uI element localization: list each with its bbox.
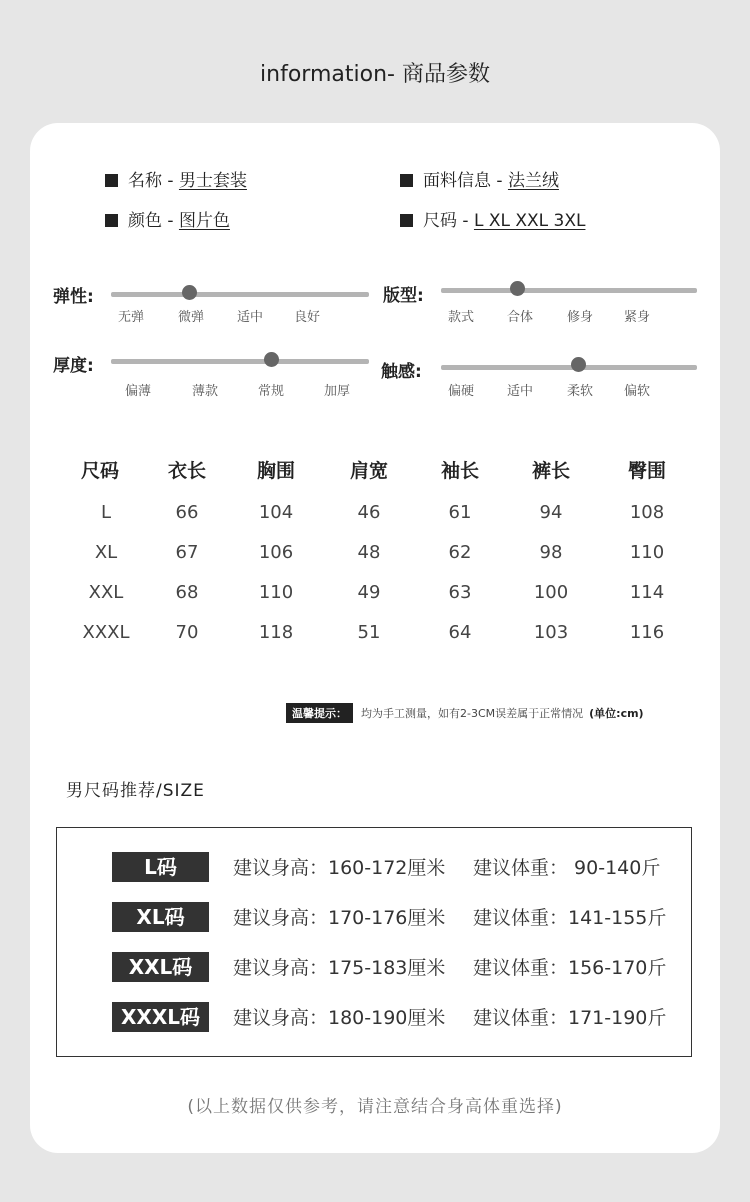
measurement-tip	[286, 702, 644, 723]
recommended-weight: 建议体重：171-190斤	[473, 1007, 667, 1029]
elasticity-option: 无弹	[117, 310, 145, 325]
table-cell: 114	[629, 582, 665, 603]
elasticity-option: 微弹	[177, 310, 205, 325]
elasticity-track	[111, 292, 369, 297]
recommended-weight: 建议体重：141-155斤	[473, 907, 667, 929]
table-cell: 104	[258, 502, 294, 523]
elasticity-option: 适中	[236, 310, 264, 325]
table-cell: 116	[629, 622, 665, 643]
elasticity-label: 弹性:	[53, 287, 94, 307]
recommended-weight: 建议体重：156-170斤	[473, 957, 667, 979]
square-bullet-icon	[105, 214, 118, 227]
feel-label: 触感:	[381, 362, 422, 382]
table-cell: 64	[448, 622, 472, 643]
fit-label: 版型:	[383, 286, 424, 306]
table-header: 裤长	[531, 460, 571, 482]
thickness-option: 常规	[257, 384, 285, 399]
table-cell: 70	[175, 622, 199, 643]
table-cell: 110	[258, 582, 294, 603]
info-name-value: 男士套装	[178, 171, 247, 191]
info-fabric-value: 法兰绒	[507, 171, 559, 191]
feel-track	[441, 365, 697, 370]
fit-track	[441, 288, 697, 293]
fit-option: 紧身	[623, 310, 651, 325]
table-header: 袖长	[440, 460, 480, 482]
info-fabric-label: 面料信息 -	[423, 171, 508, 191]
recommended-height: 建议身高：175-183厘米	[233, 957, 446, 979]
feel-option: 偏硬	[447, 384, 475, 399]
page-title: information- 商品参数	[260, 62, 490, 87]
tip-unit: (单位:cm)	[589, 707, 644, 720]
square-bullet-icon	[400, 214, 413, 227]
table-header: 衣长	[167, 460, 207, 482]
table-row	[51, 622, 691, 662]
table-cell: 108	[629, 502, 665, 523]
fit-option: 款式	[447, 310, 475, 325]
table-cell: 48	[357, 542, 381, 563]
recommended-height: 建议身高：170-176厘米	[233, 907, 446, 929]
tip-badge: 温馨提示：	[286, 703, 353, 723]
size-table	[51, 456, 691, 662]
table-cell: 61	[448, 502, 472, 523]
elasticity-option: 良好	[293, 310, 321, 325]
square-bullet-icon	[400, 174, 413, 187]
table-cell: L	[100, 502, 112, 523]
thickness-knob	[264, 352, 279, 367]
table-header: 尺码	[80, 460, 120, 482]
recommendation-title: 男尺码推荐/SIZE	[66, 781, 205, 801]
table-cell: 68	[175, 582, 199, 603]
table-row	[51, 542, 691, 582]
recommended-weight: 建议体重： 90-140斤	[473, 857, 661, 879]
square-bullet-icon	[105, 174, 118, 187]
feel-option: 偏软	[623, 384, 651, 399]
thickness-track	[111, 359, 369, 364]
table-cell: 100	[533, 582, 569, 603]
info-size-value: L XL XXL 3XL	[473, 211, 586, 231]
thickness-label: 厚度:	[53, 356, 94, 376]
table-cell: 51	[357, 622, 381, 643]
table-cell: 110	[629, 542, 665, 563]
elasticity-knob	[182, 285, 197, 300]
table-cell: 46	[357, 502, 381, 523]
feel-knob	[571, 357, 586, 372]
table-cell: 94	[539, 502, 563, 523]
table-cell: 103	[533, 622, 569, 643]
recommended-height: 建议身高：160-172厘米	[233, 857, 446, 879]
table-cell: 49	[357, 582, 381, 603]
thickness-option: 加厚	[323, 384, 351, 399]
table-header: 胸围	[256, 460, 296, 482]
table-cell: 63	[448, 582, 472, 603]
size-tag: XL码	[112, 902, 209, 932]
size-tag: L码	[112, 852, 209, 882]
table-header-row	[51, 456, 691, 496]
table-header: 臀围	[627, 460, 667, 482]
fit-option: 合体	[506, 310, 534, 325]
feel-option: 柔软	[566, 384, 594, 399]
thickness-option: 薄款	[191, 384, 219, 399]
table-header: 肩宽	[349, 460, 389, 482]
table-cell: 118	[258, 622, 294, 643]
table-cell: 106	[258, 542, 294, 563]
footer-note: (以上数据仅供参考，请注意结合身高体重选择)	[187, 1097, 563, 1117]
feel-option: 适中	[506, 384, 534, 399]
fit-option: 修身	[566, 310, 594, 325]
table-cell: 66	[175, 502, 199, 523]
table-row	[51, 582, 691, 622]
table-cell: XXXL	[82, 622, 130, 643]
info-color-label: 颜色 -	[128, 211, 179, 231]
info-size	[400, 206, 585, 231]
info-fabric	[400, 166, 559, 191]
recommendation-box	[56, 827, 692, 1057]
info-size-label: 尺码 -	[423, 211, 474, 231]
table-cell: XL	[94, 542, 118, 563]
table-cell: 62	[448, 542, 472, 563]
table-row	[51, 502, 691, 542]
table-cell: 98	[539, 542, 563, 563]
info-name	[105, 166, 247, 191]
thickness-option: 偏薄	[124, 384, 152, 399]
info-color	[105, 206, 230, 231]
size-tag: XXXL码	[112, 1002, 209, 1032]
table-cell: 67	[175, 542, 199, 563]
recommended-height: 建议身高：180-190厘米	[233, 1007, 446, 1029]
table-cell: XXL	[88, 582, 124, 603]
info-name-label: 名称 -	[128, 171, 179, 191]
fit-knob	[510, 281, 525, 296]
tip-text: 均为手工测量，如有2-3CM误差属于正常情况	[361, 707, 584, 720]
info-color-value: 图片色	[178, 211, 230, 231]
size-tag: XXL码	[112, 952, 209, 982]
